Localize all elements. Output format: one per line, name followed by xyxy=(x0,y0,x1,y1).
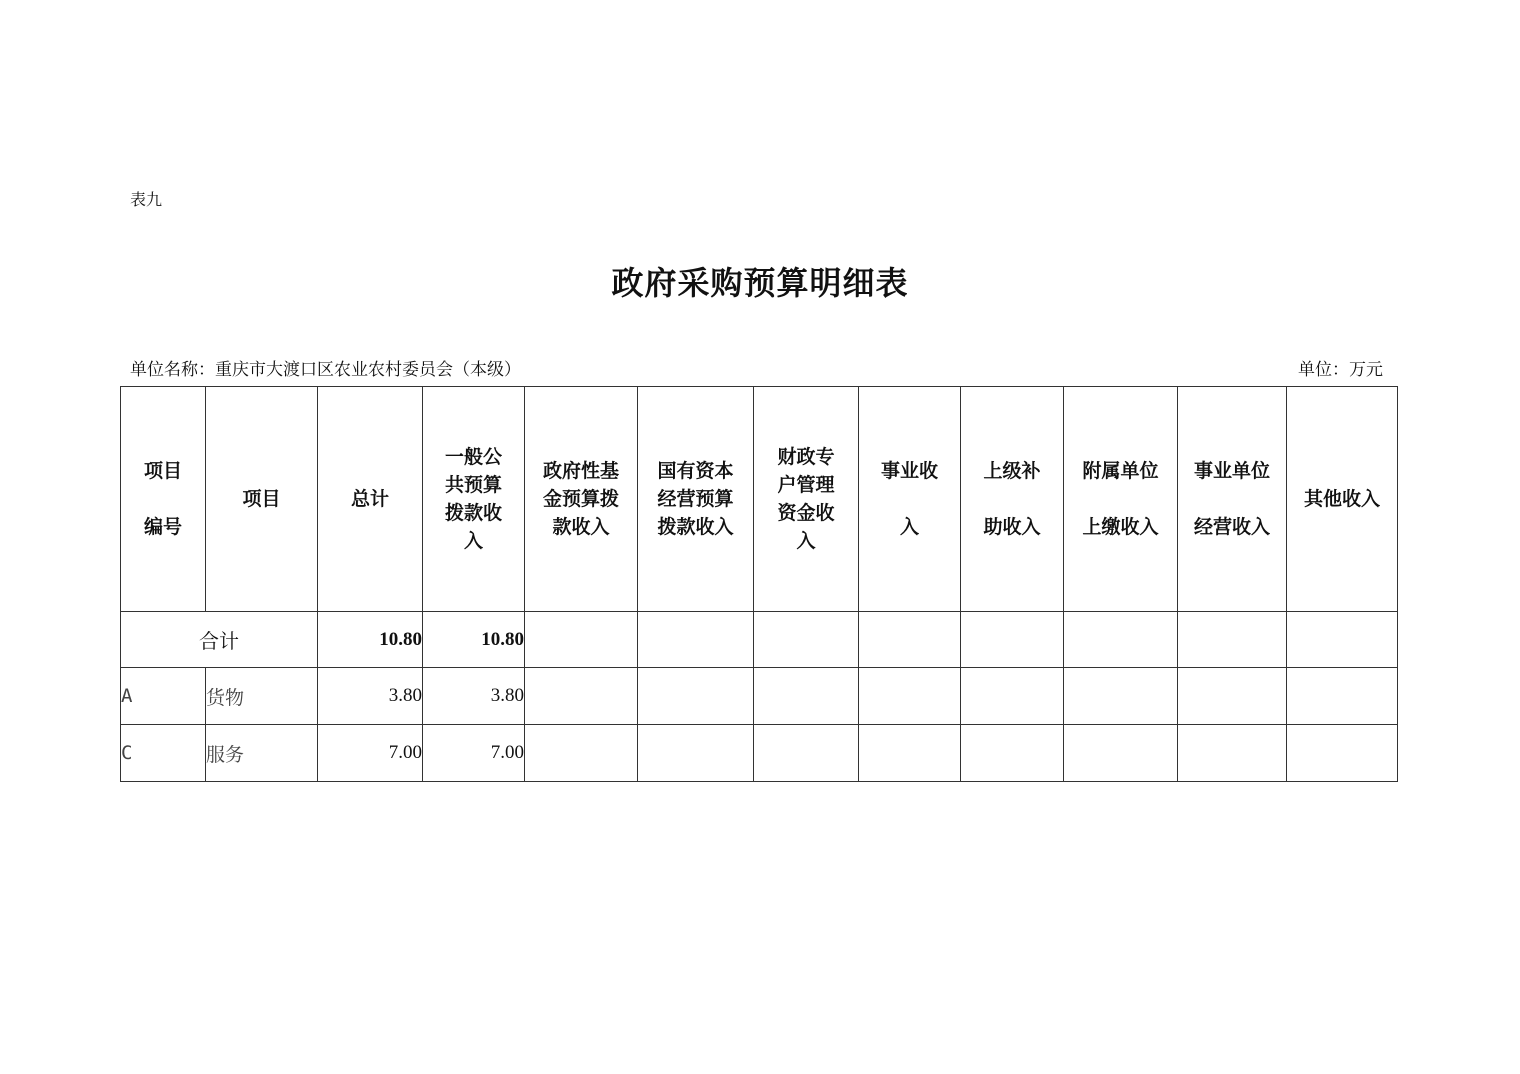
header-cell xyxy=(1287,387,1398,612)
header-cell xyxy=(1064,387,1178,612)
empty-cell xyxy=(754,725,859,782)
empty-cell xyxy=(638,725,754,782)
header-cell xyxy=(525,387,638,612)
header-cell xyxy=(121,387,206,612)
header-label: 事业收 入 xyxy=(880,460,938,538)
empty-cell xyxy=(638,668,754,725)
page-title: 政府采购预算明细表 xyxy=(611,264,909,302)
empty-cell xyxy=(1064,612,1178,668)
empty-cell xyxy=(1178,612,1287,668)
header-label: 总计 xyxy=(350,488,389,510)
header-cell xyxy=(206,387,318,612)
empty-cell xyxy=(961,668,1064,725)
header-cell xyxy=(318,387,423,612)
empty-cell xyxy=(525,668,638,725)
total-general-budget: 10.80 xyxy=(423,612,525,668)
header-label: 上级补 助收入 xyxy=(983,460,1041,538)
table-row xyxy=(121,668,1398,725)
empty-cell xyxy=(1064,668,1178,725)
empty-cell xyxy=(754,612,859,668)
header-cell xyxy=(1178,387,1287,612)
item-code: C xyxy=(121,725,206,782)
empty-cell xyxy=(1064,725,1178,782)
header-cell xyxy=(961,387,1064,612)
empty-cell xyxy=(638,612,754,668)
empty-cell xyxy=(859,668,961,725)
empty-cell xyxy=(525,725,638,782)
header-cell xyxy=(859,387,961,612)
header-cell xyxy=(423,387,525,612)
header-label: 事业单位 经营收入 xyxy=(1193,460,1270,538)
table-number-label: 表九 xyxy=(130,190,163,209)
header-label: 项目 编号 xyxy=(143,460,182,538)
unit-name-label: 单位名称：重庆市大渡口区农业农村委员会（本级） xyxy=(130,360,521,380)
empty-cell xyxy=(525,612,638,668)
budget-table xyxy=(120,386,1398,782)
total-amount: 10.80 xyxy=(318,612,423,668)
empty-cell xyxy=(859,612,961,668)
empty-cell xyxy=(1287,725,1398,782)
empty-cell xyxy=(961,612,1064,668)
item-total: 3.80 xyxy=(318,668,423,725)
empty-cell xyxy=(1287,668,1398,725)
empty-cell xyxy=(961,725,1064,782)
total-row xyxy=(121,612,1398,668)
empty-cell xyxy=(1178,668,1287,725)
header-label: 其他收入 xyxy=(1303,488,1380,510)
item-general-budget: 7.00 xyxy=(423,725,525,782)
header-cell xyxy=(638,387,754,612)
empty-cell xyxy=(754,668,859,725)
table-row xyxy=(121,725,1398,782)
header-label: 政府性基 金预算拨 款收入 xyxy=(542,460,619,538)
total-label: 合计 xyxy=(121,612,318,668)
header-label: 国有资本 经营预算 拨款收入 xyxy=(657,460,734,538)
header-label: 项目 xyxy=(242,488,281,510)
header-cell xyxy=(754,387,859,612)
header-label: 财政专 户管理 资金收 入 xyxy=(777,446,835,552)
empty-cell xyxy=(1287,612,1398,668)
item-name: 服务 xyxy=(206,725,318,782)
header-label: 一般公 共预算 拨款收 入 xyxy=(444,446,502,552)
table-header-row xyxy=(121,387,1398,612)
item-name: 货物 xyxy=(206,668,318,725)
item-total: 7.00 xyxy=(318,725,423,782)
item-code: A xyxy=(121,668,206,725)
empty-cell xyxy=(1178,725,1287,782)
item-general-budget: 3.80 xyxy=(423,668,525,725)
header-label: 附属单位 上缴收入 xyxy=(1082,460,1159,538)
unit-measure-label: 单位：万元 xyxy=(1298,360,1383,380)
empty-cell xyxy=(859,725,961,782)
